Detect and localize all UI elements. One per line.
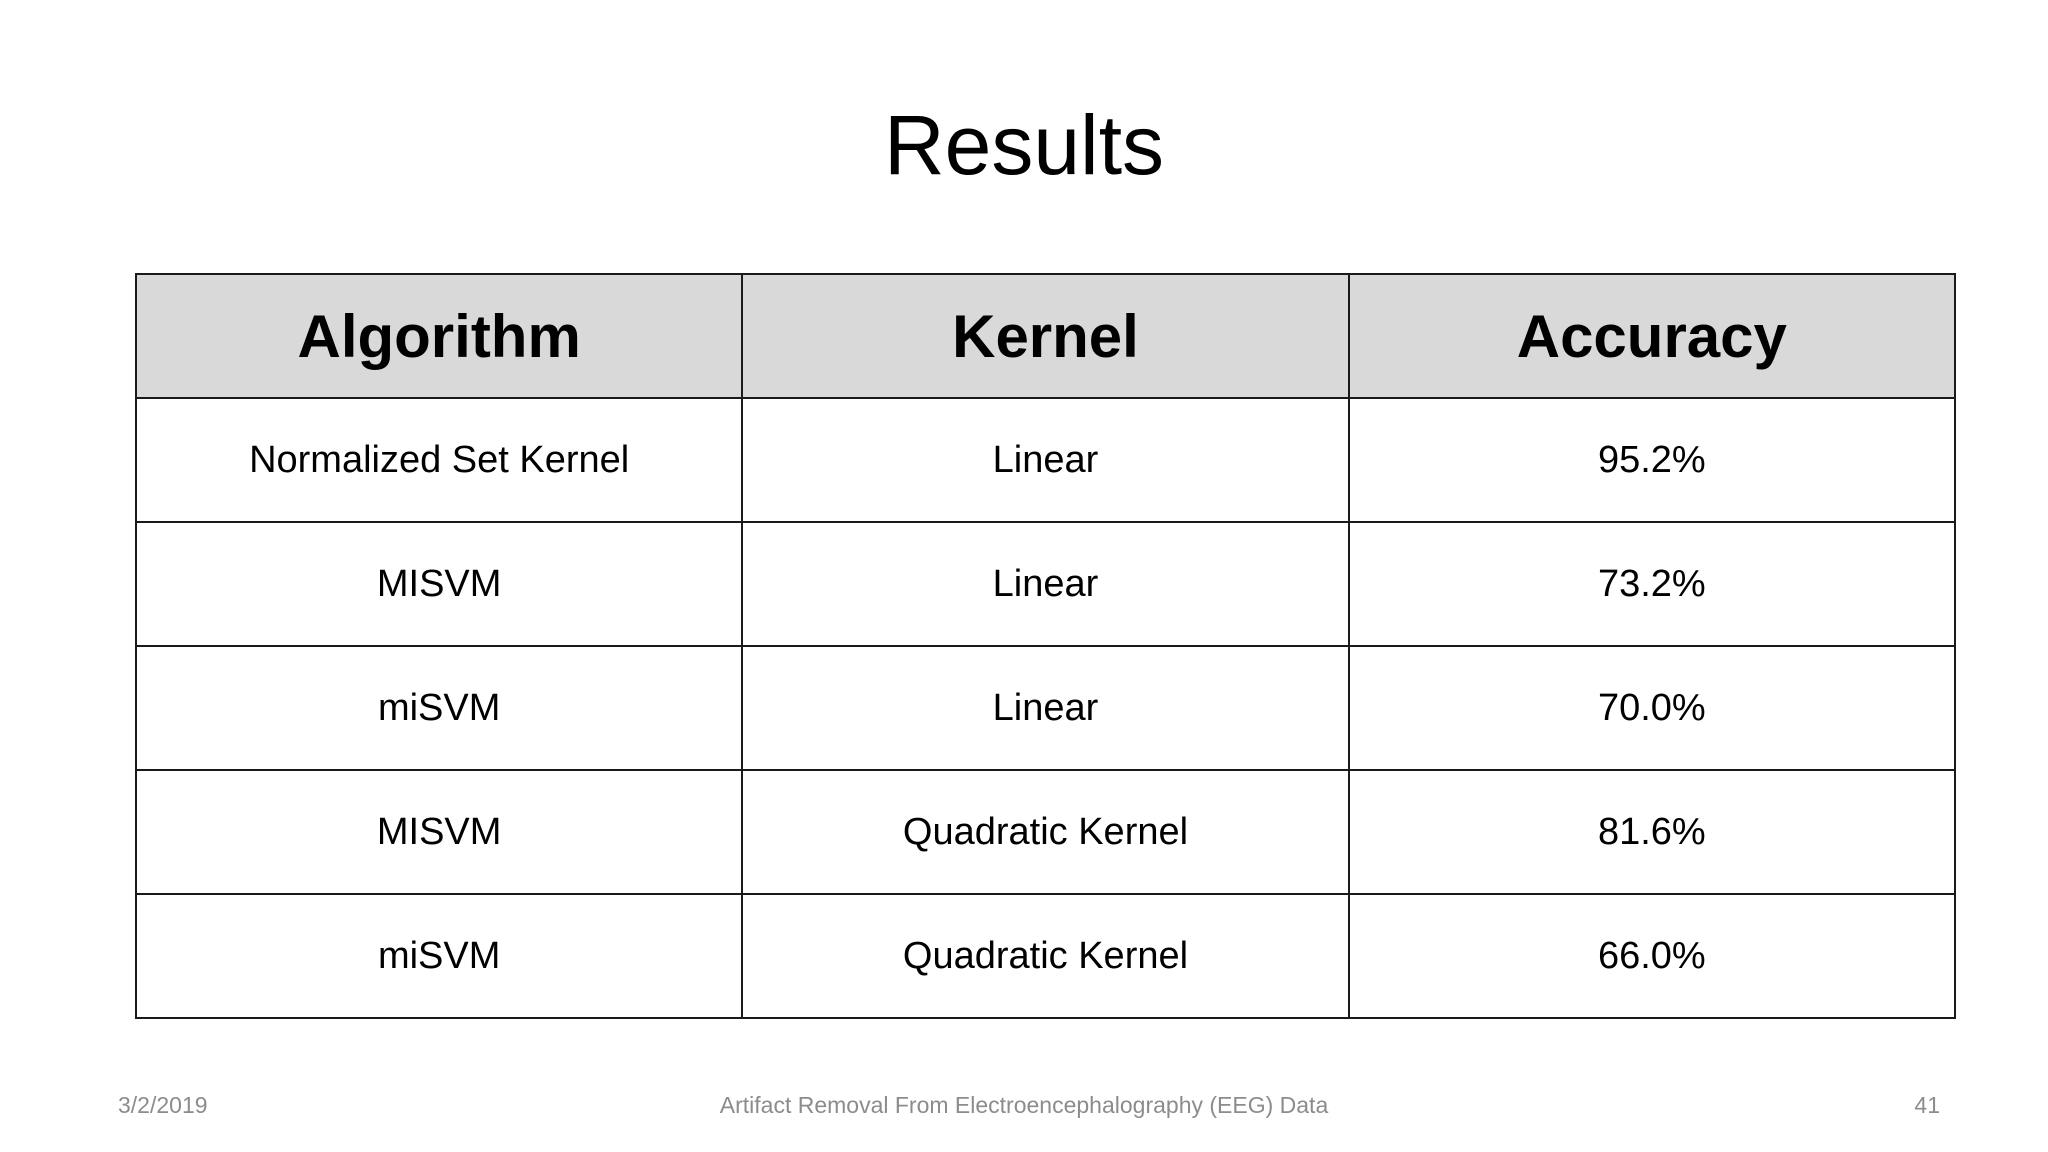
results-table: [135, 273, 1956, 1019]
footer-title: Artifact Removal From Electroencephalography (EEG) Data: [719, 1092, 1329, 1118]
table-header-row: [136, 274, 1955, 398]
cell-accuracy: 81.6%: [1349, 770, 1955, 894]
cell-algorithm: MISVM: [136, 770, 742, 894]
cell-kernel: Quadratic Kernel: [742, 770, 1348, 894]
footer-page-number: 41: [1914, 1092, 1940, 1118]
cell-accuracy: 66.0%: [1349, 894, 1955, 1018]
cell-algorithm: miSVM: [136, 646, 742, 770]
header-accuracy: Accuracy: [1349, 274, 1955, 398]
cell-algorithm: MISVM: [136, 522, 742, 646]
cell-kernel: Quadratic Kernel: [742, 894, 1348, 1018]
slide-title: Results: [883, 98, 1165, 192]
table-row: [136, 646, 1955, 770]
table-row: [136, 398, 1955, 522]
table-row: [136, 894, 1955, 1018]
cell-accuracy: 95.2%: [1349, 398, 1955, 522]
header-kernel: Kernel: [742, 274, 1348, 398]
cell-accuracy: 70.0%: [1349, 646, 1955, 770]
footer-date: 3/2/2019: [118, 1092, 208, 1118]
cell-algorithm: Normalized Set Kernel: [136, 398, 742, 522]
table-row: [136, 770, 1955, 894]
header-algorithm: Algorithm: [136, 274, 742, 398]
cell-kernel: Linear: [742, 398, 1348, 522]
cell-kernel: Linear: [742, 646, 1348, 770]
cell-algorithm: miSVM: [136, 894, 742, 1018]
table-row: [136, 522, 1955, 646]
cell-kernel: Linear: [742, 522, 1348, 646]
cell-accuracy: 73.2%: [1349, 522, 1955, 646]
